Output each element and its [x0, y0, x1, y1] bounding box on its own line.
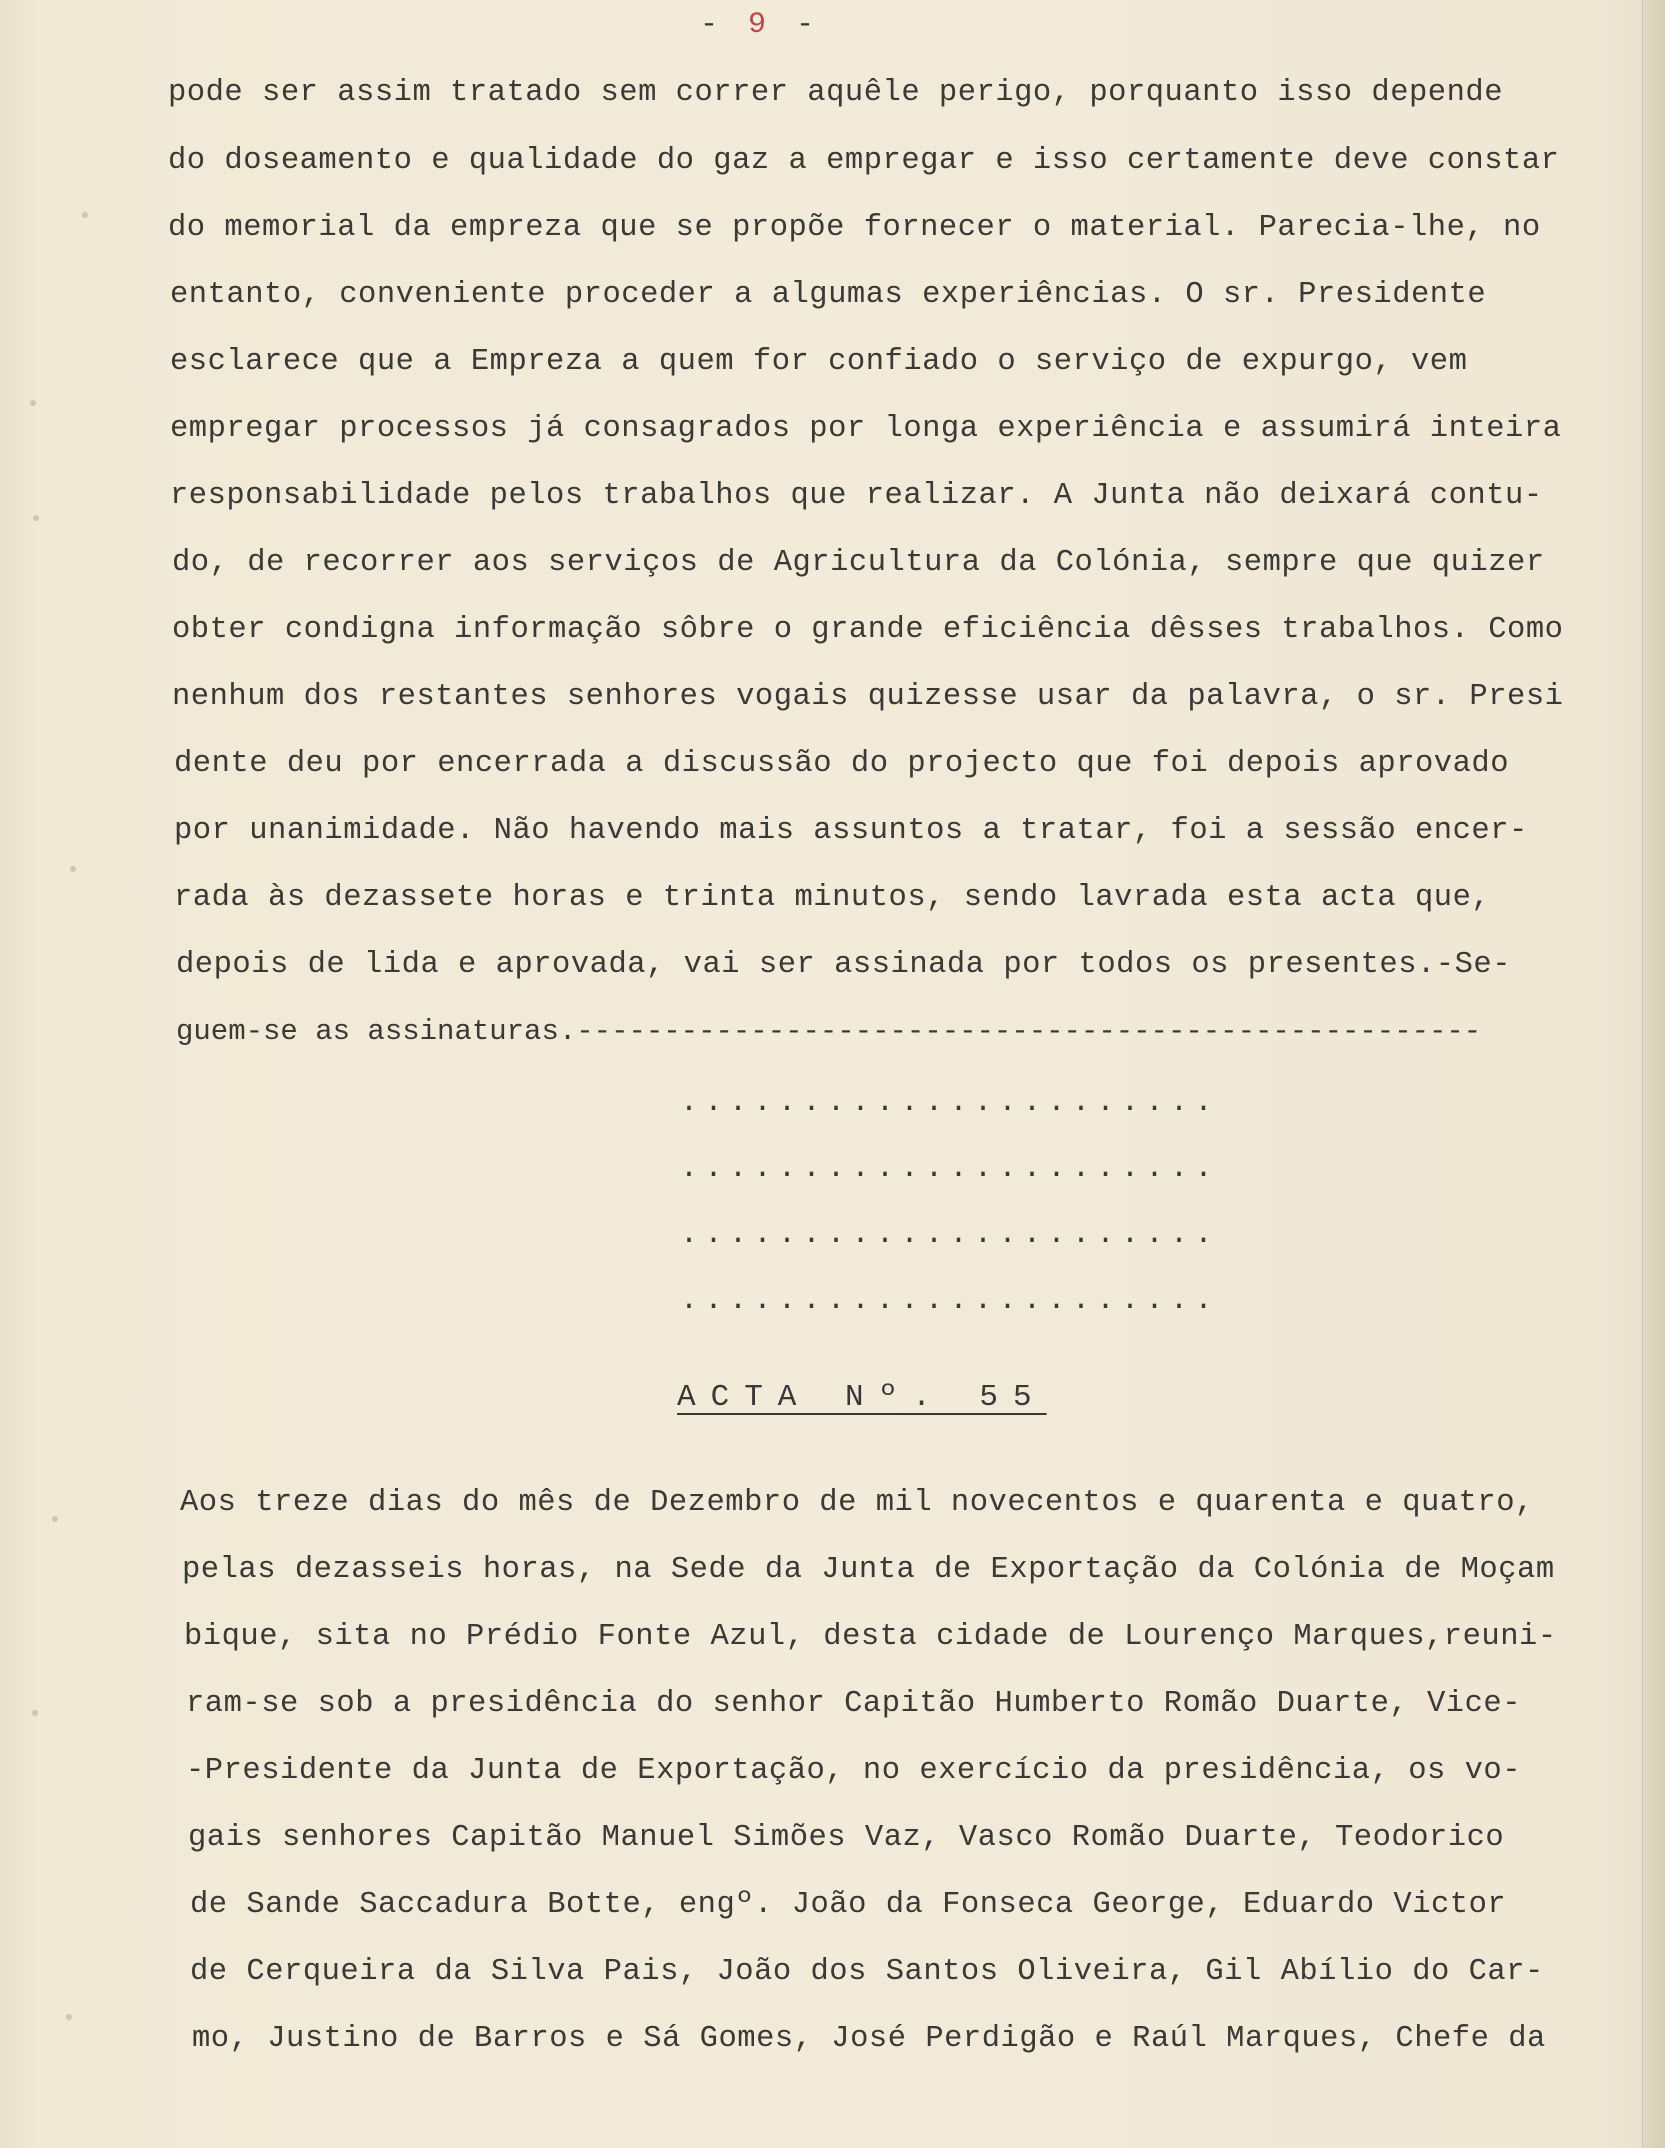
- text-line: Aos treze dias do mês de Dezembro de mil novecentos e quarenta e quatro,: [180, 1486, 1534, 1520]
- text-line: por unanimidade. Não havendo mais assuntos a tratar, foi a sessão encer-: [174, 814, 1528, 848]
- text-line: esclarece que a Empreza a quem for confiado o serviço de expurgo, vem: [170, 345, 1468, 379]
- text-line: gais senhores Capitão Manuel Simões Vaz, Vasco Romão Duarte, Teodorico: [188, 1821, 1505, 1855]
- page-number: - 9 -: [700, 8, 821, 42]
- text-line: do memorial da empreza que se propõe fornecer o material. Parecia-lhe, no: [168, 211, 1541, 245]
- text-line: do, de recorrer aos serviços de Agricultura da Colónia, sempre que quizer: [172, 546, 1545, 580]
- text-line: de Cerqueira da Silva Pais, João dos Santos Oliveira, Gil Abílio do Car-: [190, 1955, 1544, 1989]
- text-line: pode ser assim tratado sem correr aquêle perigo, porquanto isso depende: [168, 76, 1504, 110]
- text-line: empregar processos já consagrados por longa experiência e assumirá inteira: [170, 412, 1562, 446]
- signature-line: ......................: [680, 1086, 1220, 1120]
- punch-mark: [70, 866, 76, 872]
- text-line: bique, sita no Prédio Fonte Azul, desta cidade de Lourenço Marques,reuni-: [184, 1620, 1557, 1654]
- text-line: do doseamento e qualidade do gaz a empregar e isso certamente deve constar: [168, 144, 1560, 178]
- text-line: obter condigna informação sôbre o grande eficiência dêsses trabalhos. Como: [172, 613, 1564, 647]
- text-line: guem-se as assinaturas.----------------------------------------------------: [176, 1015, 1482, 1048]
- punch-mark: [33, 515, 39, 521]
- punch-mark: [66, 2014, 72, 2020]
- text-line: entanto, conveniente proceder a algumas experiências. O sr. Presidente: [170, 278, 1487, 312]
- punch-mark: [30, 400, 36, 406]
- punch-mark: [32, 1710, 38, 1716]
- text-line: dente deu por encerrada a discussão do projecto que foi depois aprovado: [174, 747, 1510, 781]
- text-line: depois de lida e aprovada, vai ser assinada por todos os presentes.-Se-: [176, 948, 1512, 982]
- signature-line: ......................: [680, 1152, 1220, 1186]
- punch-mark: [82, 212, 88, 218]
- text-line: rada às dezassete horas e trinta minutos, sendo lavrada esta acta que,: [174, 881, 1491, 915]
- page-edge: [1642, 0, 1665, 2148]
- text-line: de Sande Saccadura Botte, engº. João da Fonseca George, Eduardo Victor: [190, 1888, 1507, 1922]
- text-line: pelas dezasseis horas, na Sede da Junta de Exportação da Colónia de Moçam: [182, 1553, 1555, 1587]
- acta-heading: ACTA Nº. 55: [677, 1380, 1047, 1415]
- signature-line: ......................: [680, 1218, 1220, 1252]
- text-line: ram-se sob a presidência do senhor Capitão Humberto Romão Duarte, Vice-: [186, 1687, 1522, 1721]
- text-line: mo, Justino de Barros e Sá Gomes, José Perdigão e Raúl Marques, Chefe da: [192, 2022, 1546, 2056]
- punch-mark: [52, 1516, 58, 1522]
- text-line: nenhum dos restantes senhores vogais quizesse usar da palavra, o sr. Presi: [172, 680, 1564, 714]
- text-line: -Presidente da Junta de Exportação, no exercício da presidência, os vo-: [186, 1754, 1522, 1788]
- text-line: responsabilidade pelos trabalhos que realizar. A Junta não deixará contu-: [170, 479, 1543, 513]
- signature-line: ......................: [680, 1284, 1220, 1318]
